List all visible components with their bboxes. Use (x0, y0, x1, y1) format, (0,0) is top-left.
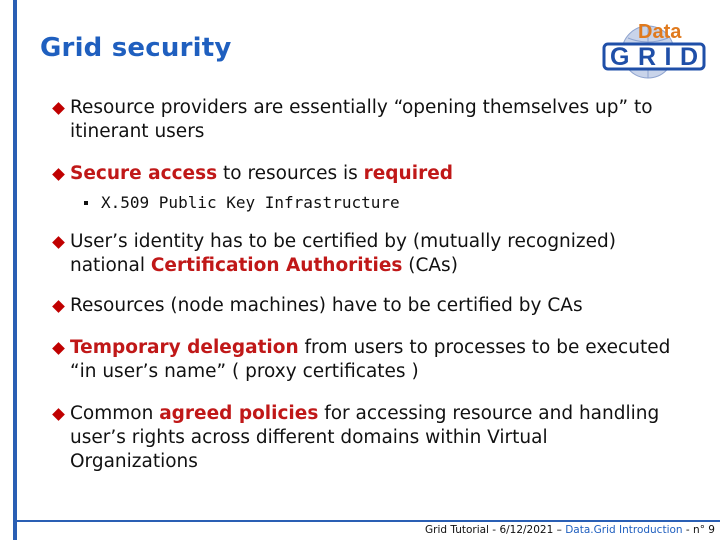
bullet-item: Resource providers are essentially “opening themselves up” to itinerant users (54, 96, 674, 144)
bullet-item: User’s identity has to be certified by (mutually recognized) national Certification Authorities (CAs) (54, 230, 674, 278)
bullet-item: Resources (node machines) have to be certified by CAs (54, 294, 674, 318)
diamond-bullet-icon (52, 408, 65, 421)
bullet-item: Common agreed policies for accessing resource and handling user’s rights across different domains within Virtual Organizations (54, 402, 674, 474)
diamond-bullet-icon (52, 168, 65, 181)
bullet-item: Secure access to resources is required (54, 162, 674, 186)
slide-title: Grid security (40, 33, 232, 63)
diamond-bullet-icon (52, 300, 65, 313)
footer-rule (13, 520, 720, 522)
logo-data-text: Data (638, 21, 682, 43)
diamond-bullet-icon (52, 236, 65, 249)
bullet-item: Temporary delegation from users to processes to be executed “in user’s name” ( proxy certificates ) (54, 336, 674, 384)
sub-bullet-item: X.509 Public Key Infrastructure (84, 192, 674, 214)
left-border-rule (13, 0, 17, 540)
slide-footer: Grid Tutorial - 6/12/2021 – Data.Grid Introduction - n° 9 (425, 524, 715, 536)
square-bullet-icon (84, 201, 88, 205)
logo-grid-text: GRID (610, 43, 698, 71)
diamond-bullet-icon (52, 102, 65, 115)
datagrid-logo (600, 16, 710, 80)
diamond-bullet-icon (52, 342, 65, 355)
bullet-list (54, 96, 674, 474)
